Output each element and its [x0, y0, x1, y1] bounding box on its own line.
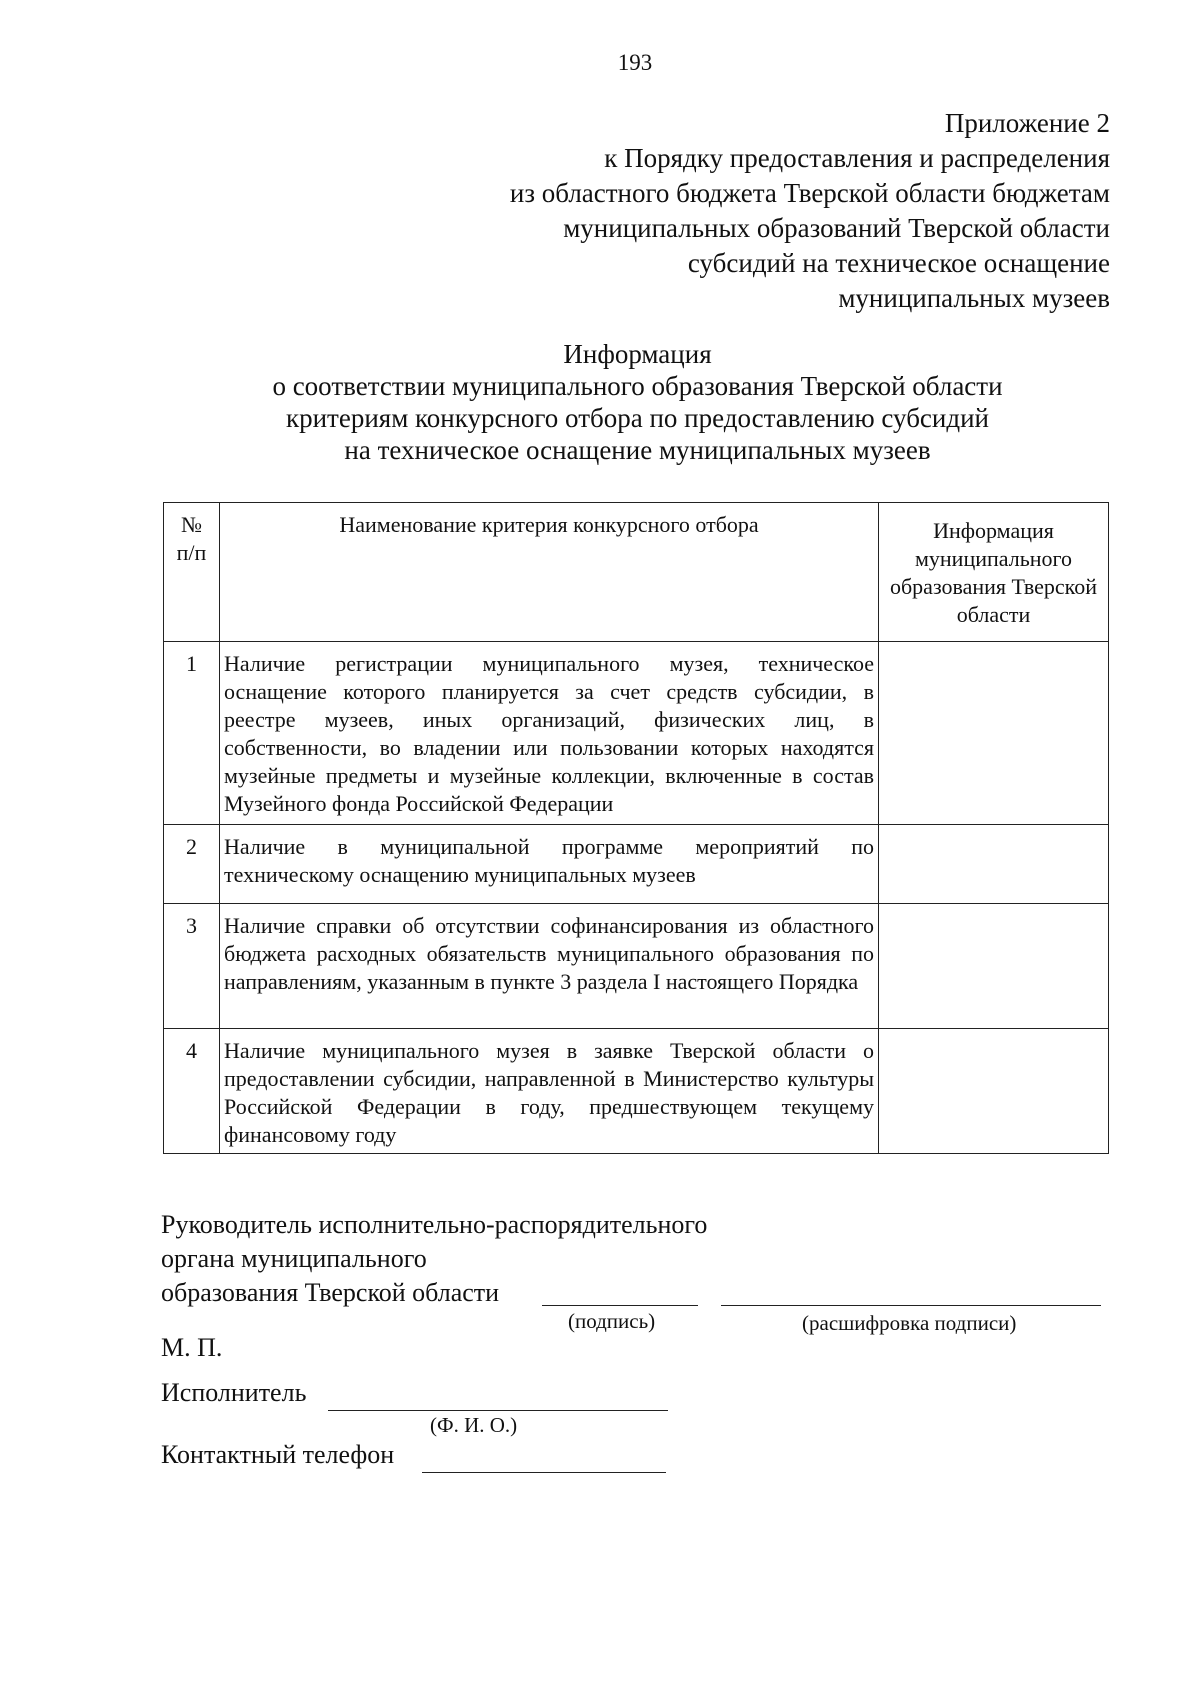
title-line: критериям конкурсного отбора по предоставлению субсидий — [285, 403, 989, 433]
appendix-line: к Порядку предоставления и распределения — [604, 143, 1110, 173]
table-row — [164, 825, 1109, 904]
head-title-line-2: органа муниципального — [161, 1244, 427, 1273]
table-header-row — [164, 503, 1109, 642]
header-number-abbr: п/п — [176, 540, 207, 565]
page-number: 193 — [617, 50, 653, 75]
title-line: на техническое оснащение муниципальных музеев — [344, 435, 931, 465]
seal-label: М. П. — [161, 1333, 223, 1362]
row-number: 3 — [164, 904, 220, 1029]
appendix-line: субсидий на техническое оснащение — [687, 248, 1110, 278]
criterion-text: Наличие регистрации муниципального музея, техническое оснащение которого планируется за счет средств субсидии, в реестре музеев, иных организаций, физических лиц, в собственности, во владении или пользовании которых находятся музейные предметы и музейные коллекции, включенные в состав Музейного фонда Российской Федерации — [220, 642, 879, 825]
appendix-line: из областного бюджета Тверской области бюджетам — [509, 178, 1110, 208]
document-title — [0, 338, 1200, 466]
municipal-info-cell[interactable] — [879, 904, 1109, 1029]
appendix-line: муниципальных музеев — [838, 283, 1110, 313]
table-row — [164, 904, 1109, 1029]
criteria-table — [163, 502, 1109, 1154]
criterion-text: Наличие муниципального музея в заявке Тверской области о предоставлении субсидии, направленной в Министерство культуры Российской Федерации в году, предшествующем текущему финансовому году — [220, 1029, 879, 1154]
executor-label: Исполнитель — [161, 1378, 307, 1407]
signature-caption: (подпись) — [568, 1309, 656, 1333]
municipal-info-cell[interactable] — [879, 642, 1109, 825]
municipal-info-cell[interactable] — [879, 825, 1109, 904]
table-row — [164, 1029, 1109, 1154]
header-number-symbol: № — [181, 512, 202, 537]
title-line: Информация — [563, 339, 712, 369]
executor-line[interactable] — [328, 1390, 668, 1411]
signature-line[interactable] — [542, 1290, 698, 1306]
table-row — [164, 642, 1109, 825]
appendix-header — [510, 106, 1110, 316]
header-criterion-name: Наименование критерия конкурсного отбора — [220, 503, 879, 642]
signature-decode-caption: (расшифровка подписи) — [802, 1311, 1017, 1335]
appendix-line: Приложение 2 — [944, 108, 1110, 138]
head-title-line-3: образования Тверской области — [161, 1278, 500, 1307]
row-number: 1 — [164, 642, 220, 825]
row-number: 2 — [164, 825, 220, 904]
head-title-line-1: Руководитель исполнительно-распорядительного — [161, 1210, 708, 1239]
signature-decode-line[interactable] — [721, 1290, 1101, 1306]
criterion-text: Наличие справки об отсутствии софинансирования из областного бюджета расходных обязательств муниципального образования по направлениям, указанным в пункте 3 раздела I настоящего Порядка — [220, 904, 879, 1029]
header-municipal-info: Информация муниципального образования Тверской области — [879, 503, 1109, 642]
municipal-info-cell[interactable] — [879, 1029, 1109, 1154]
phone-line[interactable] — [422, 1452, 666, 1473]
criterion-text: Наличие в муниципальной программе мероприятий по техническому оснащению муниципальных музеев — [220, 825, 879, 904]
row-number: 4 — [164, 1029, 220, 1154]
appendix-line: муниципальных образований Тверской области — [563, 213, 1110, 243]
title-line: о соответствии муниципального образования Тверской области — [272, 371, 1003, 401]
fio-caption: (Ф. И. О.) — [430, 1413, 518, 1437]
phone-label: Контактный телефон — [161, 1440, 395, 1469]
header-number — [164, 503, 220, 642]
